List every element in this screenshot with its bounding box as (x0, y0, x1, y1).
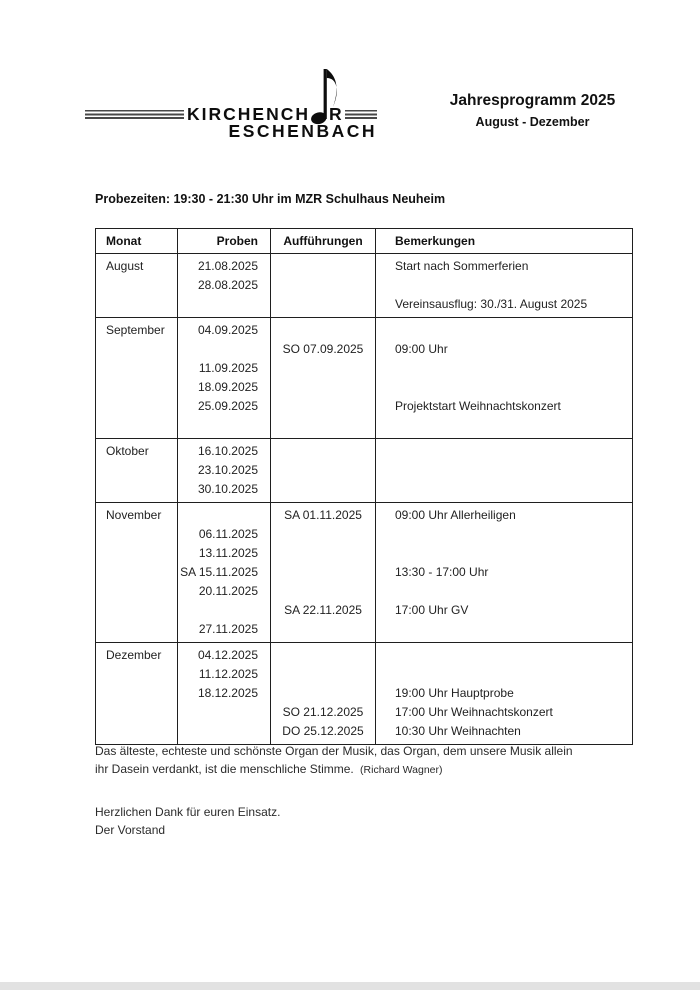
cell-auffuehrungen (271, 378, 376, 397)
thanks-line: Herzlichen Dank für euren Einsatz. (95, 805, 281, 819)
table-row (96, 643, 633, 666)
cell-monat (96, 722, 178, 745)
table-row (96, 480, 633, 503)
cell-auffuehrungen (271, 480, 376, 503)
cell-auffuehrungen: SO 07.09.2025 (271, 340, 376, 359)
cell-bemerkungen (376, 461, 633, 480)
quote-attribution: (Richard Wagner) (360, 763, 443, 776)
table-row (96, 318, 633, 341)
table-row (96, 703, 633, 722)
cell-bemerkungen: 13:30 - 17:00 Uhr (395, 565, 489, 579)
cell-auffuehrungen (271, 359, 376, 378)
choir-logo (85, 58, 377, 139)
cell-auffuehrungen (271, 295, 376, 318)
table-row (96, 525, 633, 544)
cell-bemerkungen (376, 480, 633, 503)
cell-auffuehrungen (271, 416, 376, 439)
cell-monat (96, 378, 178, 397)
table-row (96, 276, 633, 295)
table-row (96, 397, 633, 416)
cell-auffuehrungen (271, 318, 376, 341)
month-section-november (96, 503, 633, 643)
deco-lines-left (85, 110, 184, 119)
cell-proben (178, 340, 271, 359)
cell-proben (178, 703, 271, 722)
cell-proben (178, 722, 271, 745)
cell-auffuehrungen (271, 582, 376, 601)
table-row (96, 722, 633, 745)
cell-auffuehrungen (271, 525, 376, 544)
cell-auffuehrungen: SA 01.11.2025 (271, 503, 376, 526)
cell-proben: 25.09.2025 (178, 397, 271, 416)
cell-proben (178, 503, 271, 526)
cell-proben: 11.12.2025 (178, 665, 271, 684)
cell-auffuehrungen (271, 665, 376, 684)
table-row (96, 359, 633, 378)
cell-auffuehrungen (271, 254, 376, 277)
month-section-september (96, 318, 633, 439)
title-block (420, 92, 645, 130)
table-row (96, 620, 633, 643)
table-row (96, 563, 633, 582)
cell-monat (96, 563, 178, 582)
cell-proben: 28.08.2025 (178, 276, 271, 295)
cell-monat (96, 397, 178, 416)
wagner-quote (95, 743, 655, 779)
table-row (96, 461, 633, 480)
cell-bemerkungen: Projektstart Weihnachtskonzert (395, 399, 561, 413)
cell-bemerkungen (376, 378, 633, 397)
cell-bemerkungen (376, 525, 633, 544)
cell-bemerkungen (376, 620, 633, 643)
table-row (96, 665, 633, 684)
cell-auffuehrungen (271, 643, 376, 666)
cell-auffuehrungen (271, 544, 376, 563)
cell-proben: 18.12.2025 (178, 684, 271, 703)
table-row (96, 439, 633, 462)
cell-proben: 04.09.2025 (178, 318, 271, 341)
cell-monat (96, 461, 178, 480)
cell-bemerkungen: 09:00 Uhr Allerheiligen (395, 508, 516, 522)
cell-proben: 20.11.2025 (178, 582, 271, 601)
cell-auffuehrungen (271, 620, 376, 643)
cell-bemerkungen (376, 643, 633, 666)
program-table (95, 228, 633, 745)
cell-monat (96, 340, 178, 359)
month-section-august (96, 254, 633, 318)
column-header-bemerkungen: Bemerkungen (376, 229, 633, 254)
page-subtitle: August - Dezember (475, 115, 590, 129)
cell-bemerkungen (376, 582, 633, 601)
cell-proben (178, 601, 271, 620)
cell-auffuehrungen (271, 684, 376, 703)
cell-bemerkungen (376, 665, 633, 684)
cell-auffuehrungen (271, 276, 376, 295)
month-section-oktober (96, 439, 633, 503)
cell-auffuehrungen (271, 397, 376, 416)
table-row (96, 378, 633, 397)
quote-line-1: Das älteste, echteste und schönste Organ der Musik, das Organ, dem unsere Musik allein (95, 744, 573, 758)
table-row (96, 416, 633, 439)
cell-proben: SA 15.11.2025 (178, 563, 271, 582)
cell-bemerkungen: 19:00 Uhr Hauptprobe (395, 686, 514, 700)
cell-monat: September (96, 318, 178, 341)
cell-bemerkungen: Start nach Sommerferien (395, 259, 529, 273)
cell-proben: 21.08.2025 (178, 254, 271, 277)
deco-lines-right (345, 110, 377, 119)
logo-word-kirchenchor (184, 65, 345, 122)
table-row (96, 340, 633, 359)
rehearsal-times-note: Probezeiten: 19:30 - 21:30 Uhr im MZR Schulhaus Neuheim (95, 192, 446, 206)
cell-auffuehrungen: DO 25.12.2025 (271, 722, 376, 745)
column-header-auffuehrungen: Aufführungen (271, 229, 376, 254)
table-row (96, 544, 633, 563)
logo-word-eschenbach: ESCHENBACH (228, 121, 377, 141)
cell-bemerkungen (376, 359, 633, 378)
cell-monat (96, 276, 178, 295)
logo-row-kirchenchor (85, 58, 377, 122)
table-row (96, 601, 633, 620)
cell-monat (96, 525, 178, 544)
cell-bemerkungen: 09:00 Uhr (395, 342, 448, 356)
cell-bemerkungen (376, 544, 633, 563)
cell-bemerkungen (376, 318, 633, 341)
cell-monat (96, 416, 178, 439)
signature-line: Der Vorstand (95, 822, 166, 837)
table-row (96, 503, 633, 526)
cell-monat (96, 620, 178, 643)
cell-proben (178, 295, 271, 318)
quote-line-2 (95, 761, 655, 780)
cell-auffuehrungen (271, 563, 376, 582)
cell-monat (96, 665, 178, 684)
cell-auffuehrungen: SA 22.11.2025 (271, 601, 376, 620)
closing-message (95, 804, 280, 839)
cell-monat (96, 480, 178, 503)
cell-monat (96, 601, 178, 620)
cell-bemerkungen: Vereinsausflug: 30./31. August 2025 (395, 297, 588, 311)
cell-bemerkungen: 10:30 Uhr Weihnachten (395, 724, 521, 738)
cell-bemerkungen (376, 416, 633, 439)
cell-monat: November (96, 503, 178, 526)
page-bottom-edge (0, 982, 700, 990)
logo-text-part2: R (329, 104, 344, 124)
cell-proben: 13.11.2025 (178, 544, 271, 563)
cell-monat: August (96, 254, 178, 277)
column-header-monat: Monat (96, 229, 178, 254)
cell-proben: 27.11.2025 (178, 620, 271, 643)
cell-auffuehrungen: SO 21.12.2025 (271, 703, 376, 722)
cell-bemerkungen (376, 276, 633, 295)
cell-monat (96, 359, 178, 378)
cell-monat: Dezember (96, 643, 178, 666)
logo-text-part1: KIRCHENCH (187, 104, 310, 124)
cell-proben: 11.09.2025 (178, 359, 271, 378)
cell-monat (96, 582, 178, 601)
cell-auffuehrungen (271, 461, 376, 480)
table-row (96, 254, 633, 277)
cell-monat (96, 684, 178, 703)
eighth-note-icon (311, 65, 328, 125)
cell-monat (96, 544, 178, 563)
cell-proben: 16.10.2025 (178, 439, 271, 462)
table-row (96, 582, 633, 601)
cell-proben: 30.10.2025 (178, 480, 271, 503)
cell-proben: 23.10.2025 (178, 461, 271, 480)
page-title: Jahresprogramm 2025 (449, 92, 616, 109)
cell-monat (96, 703, 178, 722)
month-section-dezember (96, 643, 633, 745)
cell-bemerkungen: 17:00 Uhr Weihnachtskonzert (395, 705, 553, 719)
cell-proben: 18.09.2025 (178, 378, 271, 397)
cell-bemerkungen: 17:00 Uhr GV (395, 603, 469, 617)
cell-auffuehrungen (271, 439, 376, 462)
cell-monat (96, 295, 178, 318)
quote-line-2-text: ihr Dasein verdankt, ist die menschliche Stimme. (95, 761, 354, 776)
table-row (96, 684, 633, 703)
cell-proben: 06.11.2025 (178, 525, 271, 544)
table-row (96, 295, 633, 318)
cell-bemerkungen (376, 439, 633, 462)
table-header-row (96, 229, 633, 254)
cell-proben (178, 416, 271, 439)
cell-proben: 04.12.2025 (178, 643, 271, 666)
table-header (96, 229, 633, 254)
column-header-proben: Proben (178, 229, 271, 254)
cell-monat: Oktober (96, 439, 178, 462)
